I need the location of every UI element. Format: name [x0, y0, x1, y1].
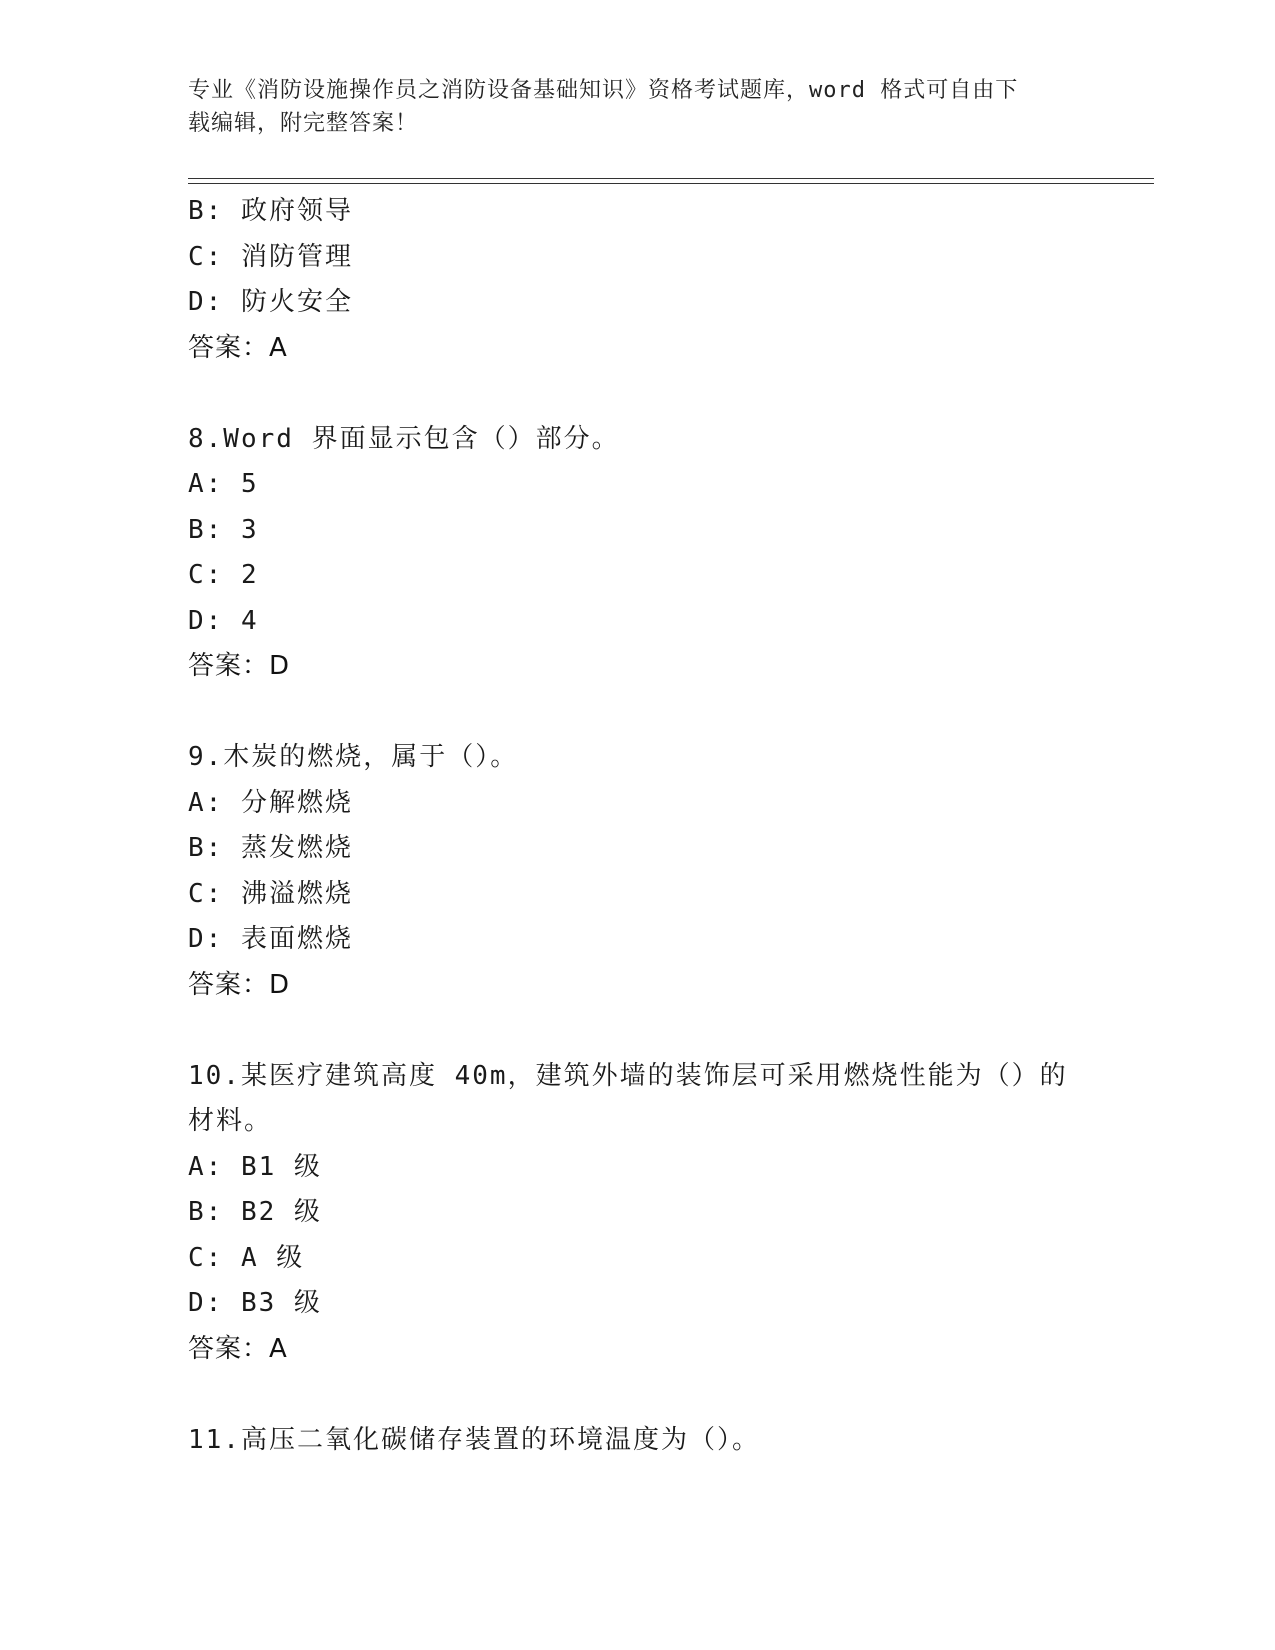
spacer	[188, 690, 1088, 736]
option-d: D: 表面燃烧	[188, 924, 353, 954]
document-body	[188, 189, 1088, 1463]
question-text: 9.木炭的燃烧，属于（）。	[188, 742, 519, 772]
option-d: D: 4	[188, 605, 259, 636]
spacer	[188, 371, 1088, 417]
option-c: C: 沸溢燃烧	[188, 878, 353, 909]
question-11	[188, 1418, 1088, 1464]
spacer	[188, 1372, 1088, 1418]
option-c: C: 消防管理	[188, 241, 353, 272]
question-8	[188, 417, 1088, 690]
header-line-2: 载编辑，附完整答案！	[188, 111, 419, 136]
option-c: C: 2	[188, 560, 259, 590]
option-a: A: B1 级	[188, 1151, 322, 1182]
document-header	[188, 74, 1088, 140]
spacer	[188, 1008, 1088, 1054]
question-9	[188, 735, 1088, 1008]
answer-line: 答案：A	[188, 1333, 288, 1364]
question-10	[188, 1054, 1088, 1373]
answer-line: 答案：D	[188, 651, 291, 681]
option-b: B: B2 级	[188, 1197, 322, 1227]
option-a: A: 5	[188, 469, 259, 499]
question-text: 11.高压二氧化碳储存装置的环境温度为（）。	[188, 1424, 760, 1455]
option-b: B: 蒸发燃烧	[188, 833, 353, 863]
header-rule-top	[188, 178, 1154, 179]
option-a: A: 分解燃烧	[188, 787, 353, 818]
option-b: B: 政府领导	[188, 196, 353, 226]
question-7-continued	[188, 189, 1088, 371]
option-d: D: 防火安全	[188, 287, 353, 317]
answer-line: 答案：A	[188, 332, 288, 363]
header-rule-bottom	[188, 183, 1154, 184]
option-d: D: B3 级	[188, 1288, 322, 1318]
option-b: B: 3	[188, 514, 259, 545]
answer-line: 答案：D	[188, 969, 291, 1000]
question-text-line-2: 材料。	[188, 1106, 273, 1136]
option-c: C: A 级	[188, 1242, 305, 1273]
header-line-1: 专业《消防设施操作员之消防设备基础知识》资格考试题库，word 格式可自由下	[188, 78, 1019, 103]
question-text: 8.Word 界面显示包含（）部分。	[188, 423, 620, 454]
question-text-line-1: 10.某医疗建筑高度 40m，建筑外墙的装饰层可采用燃烧性能为（）的	[188, 1060, 1068, 1091]
